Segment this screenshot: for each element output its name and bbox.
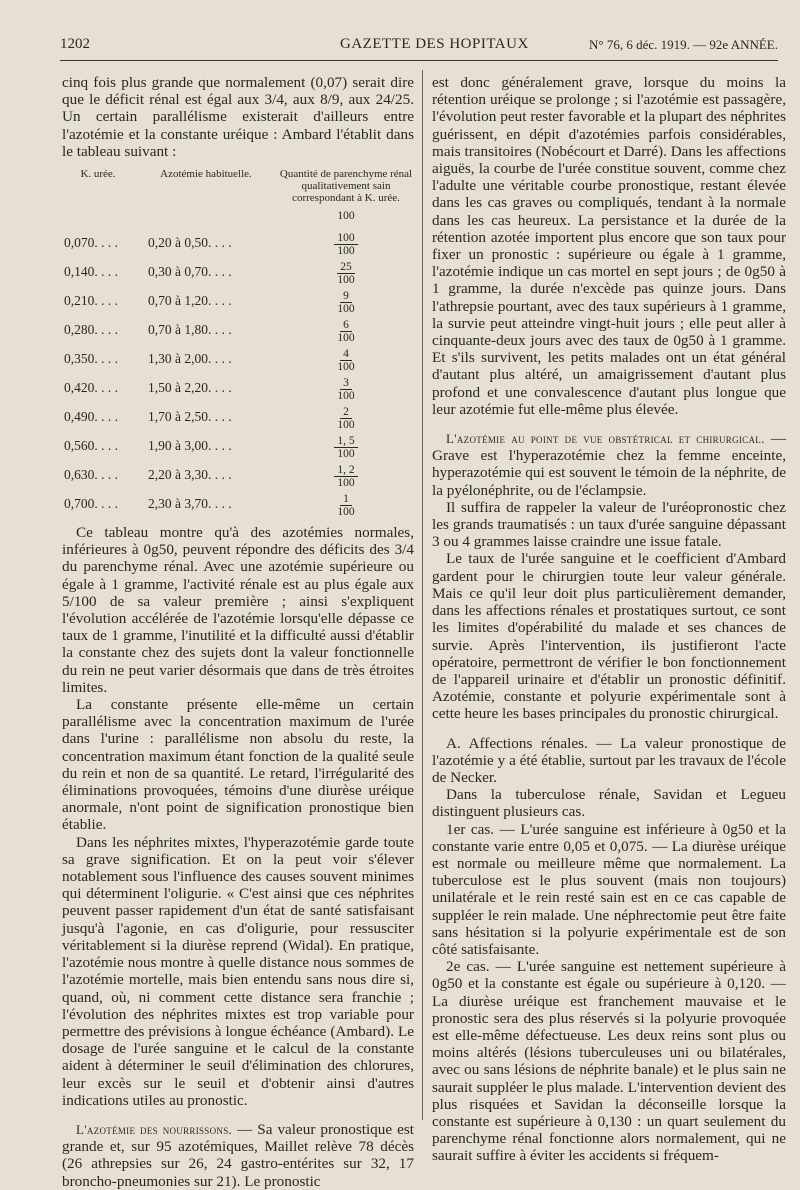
- fraction-numerator: 2: [340, 406, 352, 419]
- fraction-numerator: 1, 2: [334, 464, 357, 477]
- fraction-numerator: 4: [340, 348, 352, 361]
- paragraph: 1er cas. — L'urée sanguine est inférieure à 0g50 et la constante varie entre 0,05 et 0,075. — La diurèse uréique est normale ou meilleure même que normalement. La tuberculose est le plus souvent (mais non toujours) unilatérale et le rein resté sain est en ce cas capable de suppléer le rein malade. Une néphrectomie peut être faite sans hésitation si la polyurie expérimentale est de son côté satisfaisante.: [432, 820, 786, 958]
- table-row: [62, 373, 414, 402]
- azotemie-cell: 1,70 à 2,50. . . .: [148, 408, 232, 424]
- table-header-azotemie: Azotémie habituelle.: [160, 168, 252, 181]
- fraction-denominator: 100: [337, 245, 355, 258]
- section-heading: L'azotémie des nourrissons.: [76, 1121, 233, 1137]
- fraction-numerator: 25: [337, 261, 355, 274]
- fraction: [337, 493, 354, 518]
- paragraph: L'azotémie au point de vue obstétrical et chirurgical. — Grave est l'hyperazotémie chez la femme enceinte, hyperazotémie qui est souvent le témoin de la néphrite, de la pyélonéphrite, ou de l'éclampsie.: [432, 430, 787, 499]
- k-uree-cell: 0,280. . . .: [64, 321, 118, 337]
- table-row: [62, 315, 414, 344]
- k-uree-cell: 0,140. . . .: [64, 263, 118, 279]
- fraction-denominator: 100: [337, 419, 355, 432]
- fraction-denominator: 100: [337, 361, 355, 374]
- azotemie-cell: 1,30 à 2,00. . . .: [148, 350, 232, 366]
- k-uree-cell: 0,560. . . .: [64, 437, 118, 453]
- page-number: 1202: [60, 36, 90, 52]
- fraction: [337, 406, 354, 431]
- paragraph: La constante présente elle-même un certain parallélisme avec la concentration maximum de l'urée dans l'urine : parallélisme non absolu du reste, la concentration maximum étant fonction de la qualité seule du rein et non de sa quantité. Le retard, l'irrégularité des éliminations provoquées, témoins d'une diurèse uréique anormale, n'ont point de signification pronostique bien établie.: [62, 696, 414, 834]
- fraction: [337, 377, 354, 402]
- fraction-numerator: 1, 5: [334, 435, 357, 448]
- paragraph: cinq fois plus grande que normalement (0,07) serait dire que le déficit rénal est égal aux 3/4, aux 8/9, aux 24/25. Un certain parallélisme existerait d'ailleurs entre l'azotémie et la constante uréique : Ambard l'établit dans le tableau suivant :: [62, 74, 414, 160]
- fraction-denominator: 100: [337, 303, 355, 316]
- k-uree-cell: 0,210. . . .: [64, 292, 118, 308]
- issue-info: N° 76, 6 déc. 1919. — 92e ANNÉE.: [589, 37, 778, 52]
- fraction-denominator: 100: [337, 448, 355, 461]
- paragraph: Il suffira de rappeler la valeur de l'uréopronostic chez les grands traumatisés : un taux d'urée sanguine dépassant 3 ou 4 grammes laisse craindre une issue fatale.: [432, 498, 786, 551]
- k-uree-cell: 0,420. . . .: [64, 379, 118, 395]
- azotemie-cell: 0,70 à 1,80. . . .: [148, 321, 232, 337]
- table-body: [62, 228, 414, 518]
- parenchyme-cell: [278, 373, 414, 402]
- parenchyme-cell: [278, 489, 414, 518]
- azotemia-table: [62, 164, 414, 518]
- paragraph: Ce tableau montre qu'à des azotémies normales, inférieures à 0g50, peuvent répondre des déficits des 3/4 du parenchyme rénal. Avec une azotémie supérieure ou égale à 1 gramme, l'activité rénale est au plus égale aux 5/100 de sa valeur première ; ainsi s'expliquent l'évolution accélérée de l'azotémie lorsqu'elle dépasse ce taux de 1 gramme, l'inutilité et la difficulté aussi d'établir la constante chez des sujets dont la valeur fonctionnelle du rein ne peut varier désormais que dans de très étroites limites.: [62, 524, 414, 696]
- k-uree-cell: 0,700. . . .: [64, 495, 118, 511]
- journal-title: GAZETTE DES HOPITAUX: [340, 36, 529, 52]
- paragraph: Dans la tuberculose rénale, Savidan et Legueu distinguent plusieurs cas.: [432, 786, 786, 821]
- paragraph: est donc généralement grave, lorsque du moins la rétention uréique se prolonge ; si l'azotémie est passagère, l'évolution peut rester favorable et la plupart des néphrites guérissent, en dépit d'azotémies parfois considérables, mais transitoires (Nobécourt et Darré). Dans les affections aiguës, la courbe de l'urée constitue souvent, comme chez l'adulte une véritable courbe pronostique, restant élevée dans les cas graves ou compliqués, tendant à la normale dans les cas heureux. La persistance et la durée de la rétention azotée importent plus encore que son taux pour fixer un pronostic : supérieure ou égale à 1 gramme, l'azotémie indique un cas mortel en sept jours ; de 0g50 à 1 gramme, la durée n'excède pas quinze jours. Dans l'athrepsie pourtant, avec des taux supérieurs à 1 gramme, la survie peut atteindre vingt-huit jours ; elle peut aller à cinquante-deux jours avec des taux de 0g50 à 1 gramme. Et s'ils survivent, les petits malades ont un état général d'autant plus altéré, un amaigrissement d'autant plus profond et une convalescence d'autant plus longue que leur azotémie fut elle-même plus élevée.: [432, 74, 786, 418]
- k-uree-cell: 0,630. . . .: [64, 466, 118, 482]
- paragraph: A. Affections rénales. — La valeur pronostique de l'azotémie y a été établie, surtout par les travaux de l'école de Necker.: [432, 734, 786, 786]
- fraction-numerator: 1: [340, 493, 352, 506]
- parenchyme-cell: [278, 257, 414, 286]
- fraction-numerator: 3: [340, 377, 352, 390]
- azotemie-cell: 1,50 à 2,20. . . .: [148, 379, 232, 395]
- parenchyme-cell: [278, 228, 414, 257]
- k-uree-cell: 0,070. . . .: [64, 234, 118, 250]
- column-divider: [422, 70, 423, 1120]
- first-numerator: 100: [337, 210, 355, 223]
- fraction-denominator: 100: [337, 506, 355, 519]
- table-row: [62, 257, 414, 286]
- table-row: [62, 286, 414, 315]
- parenchyme-cell: [278, 402, 414, 431]
- paragraph: Le taux de l'urée sanguine et le coefficient d'Ambard gardent pour le chirurgien toute leur valeur générale. Mais ce qu'il leur doit plus particulièrement demander, dans les affections rénales et prostatiques surtout, ce sont les limites d'opérabilité du malade et ses chances de survie. Après l'intervention, ils justifieront l'acte opératoire, permettront de vérifier le bon fonctionnement de l'appareil urinaire et d'établir un pronostic définitif. Azotémie, constante et polyurie expérimentale sont à cette heure les bases principales du pronostic chirurgical.: [432, 550, 786, 723]
- fraction-denominator: 100: [337, 477, 355, 490]
- azotemie-cell: 1,90 à 3,00. . . .: [148, 437, 232, 453]
- page-header: [60, 36, 778, 61]
- k-uree-cell: 0,490. . . .: [64, 408, 118, 424]
- paragraph: L'azotémie des nourrissons. — Sa valeur pronostique est grande et, sur 95 azotémiques, Maillet relève 78 décès (26 athrepsies sur 26, 24 gastro-entérites sur 32, 17 broncho-pneumonies sur 21). Le pronostic: [62, 1120, 414, 1190]
- azotemie-cell: 0,20 à 0,50. . . .: [148, 234, 232, 250]
- fraction-denominator: 100: [337, 332, 355, 345]
- fraction: [337, 261, 355, 286]
- parenchyme-cell: [278, 344, 414, 373]
- table-row: [62, 460, 414, 489]
- right-column: [432, 74, 786, 1165]
- table-header-parenchyme: Quantité de parenchyme rénal qualitativement sain correspondant à K. urée. 100: [279, 168, 413, 223]
- table-row: [62, 402, 414, 431]
- k-uree-cell: 0,350. . . .: [64, 350, 118, 366]
- azotemie-cell: 2,20 à 3,30. . . .: [148, 466, 232, 482]
- parenchyme-cell: [278, 460, 414, 489]
- fraction-denominator: 100: [337, 274, 355, 287]
- table-row: [62, 489, 414, 518]
- section-heading: L'azotémie au point de vue obstétrical et chirurgical.: [446, 431, 765, 447]
- fraction: [337, 290, 354, 315]
- table-header-k: K. urée.: [80, 168, 116, 181]
- fraction: [334, 464, 357, 489]
- parenchyme-cell: [278, 431, 414, 460]
- fraction: [337, 319, 354, 344]
- azotemie-cell: 0,30 à 0,70. . . .: [148, 263, 232, 279]
- paragraph: 2e cas. — L'urée sanguine est nettement supérieure à 0g50 et la constante est égale ou supérieure à 0,120. — La diurèse uréique est franchement mauvaise et le pronostic sera des plus réservés si la polyurie provoquée est elle-même défectueuse. Les deux reins sont plus ou moins altérés (lésions tuberculeuses uni ou bilatérales, avec ou sans lésions de néphrite banale) et le plus sain ne saurait suppléer le plus malade. L'intervention devient des plus risquées et Savidan la déconseille lorsque la constante est supérieure à 0,130 : un quart seulement du parenchyme rénal fonctionne alors normalement, qui ne saurait suffire à éviter les accidents si fréquem-: [432, 958, 786, 1165]
- table-row: [62, 228, 414, 257]
- fraction-numerator: 6: [340, 319, 352, 332]
- table-row: [62, 344, 414, 373]
- fraction: [334, 435, 357, 460]
- parenchyme-cell: [278, 286, 414, 315]
- azotemie-cell: 0,70 à 1,20. . . .: [148, 292, 232, 308]
- fraction-numerator: 9: [340, 290, 352, 303]
- fraction-numerator: 100: [334, 232, 357, 245]
- parenchyme-cell: [278, 315, 414, 344]
- table-row: [62, 431, 414, 460]
- azotemie-cell: 2,30 à 3,70. . . .: [148, 495, 232, 511]
- paragraph: Dans les néphrites mixtes, l'hyperazotémie garde toute sa grave signification. Et on la peut voir s'élever notablement sous l'influence des causes souvent minimes qui déterminent l'oligurie. « C'est ainsi que ces néphrites peuvent passer rapidement d'un état de santé satisfaisant jusqu'à l'agonie, en cas d'oligurie, pour ressusciter véritablement si la diurèse reprend (Widal). En pratique, l'azotémie nous montre à quelle distance nous sommes de l'azotémie mortelle, mais bien entendu sans nous dire si, quand, où, ni comment cette distance sera franchie ; l'évolution des néphrites mixtes est trop variable pour permettre des prévisions à longue échéance (Ambard). Le dosage de l'urée sanguine et le calcul de la constante aident à déterminer le seuil d'élimination des chlorures, leur excès sur le seuil et d'obtenir ainsi d'autres indications utiles au pronostic.: [62, 833, 414, 1109]
- fraction-denominator: 100: [337, 390, 355, 403]
- fraction: [334, 232, 357, 257]
- fraction: [337, 348, 354, 373]
- left-column: [62, 74, 414, 1190]
